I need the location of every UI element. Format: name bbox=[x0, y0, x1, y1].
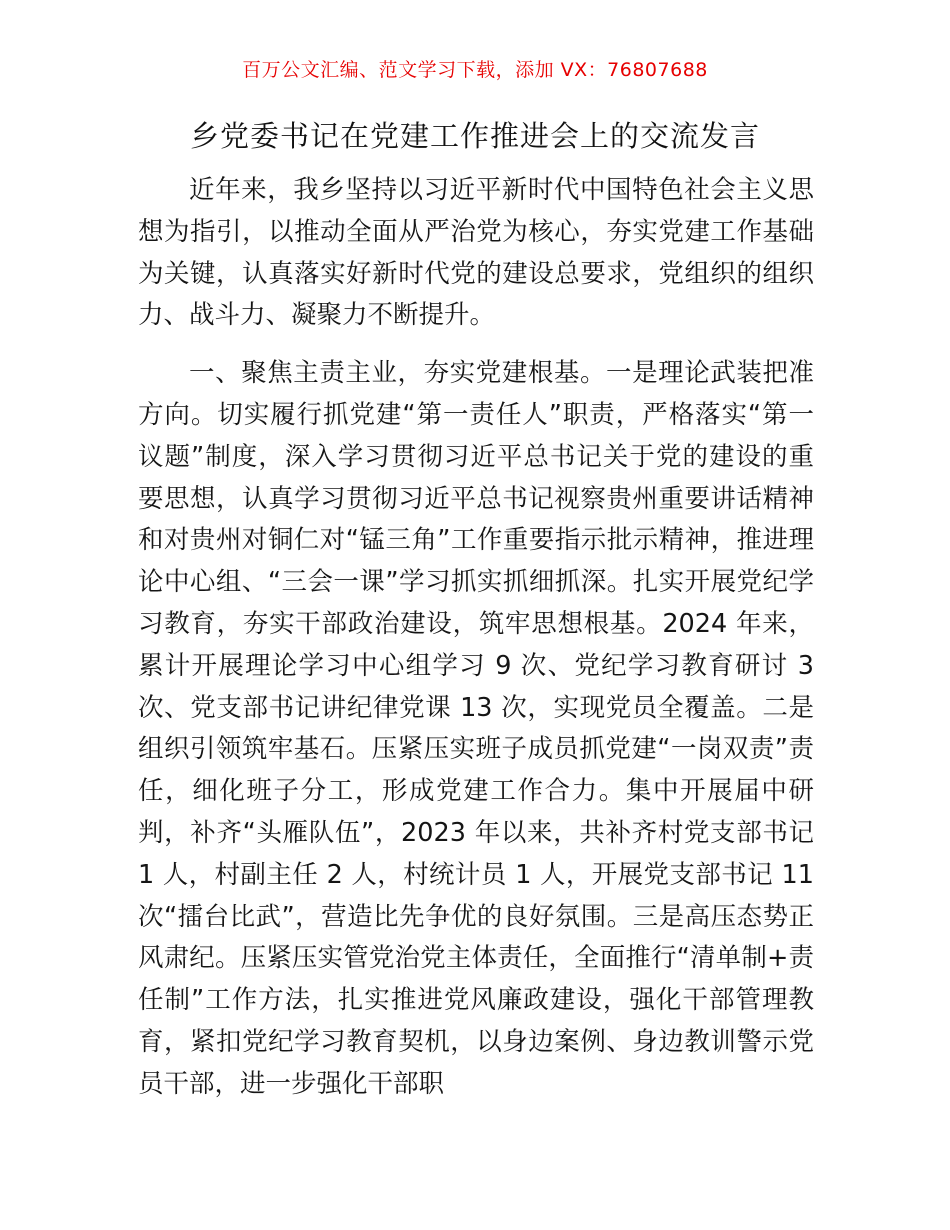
document-title: 乡党委书记在党建工作推进会上的交流发言 bbox=[189, 119, 760, 153]
paragraph-section-one: 一、聚焦主责主业，夯实党建根基。一是理论武装把准方向。切实履行抓党建“第一责任人”职责，严格落实“第一议题”制度，深入学习贯彻习近平总书记关于党的建设的重要思想，认真学习贯彻习近平总书记视察贵州重要讲话精神和对贵州对铜仁对“锰三角”工作重要指示批示精神，推进理论中心组、“三会一课”学习抓实抓细抓深。扎实开展党纪学习教育，夯实干部政治建设，筑牢思想根基。2024 年来，累计开展理论学习中心组学习 9 次、党纪学习教育研讨 3 次、党支部书记讲纪律党课 13 次，实现党员全覆盖。二是组织引领筑牢基石。压紧压实班子成员抓党建“一岗双责”责任，细化班子分工，形成党建工作合力。集中开展届中研判，补齐“头雁队伍”，2023 年以来，共补齐村党支部书记 1 人，村副主任 2 人，村统计员 1 人，开展党支部书记 11 次“擂台比武”，营造比先争优的良好氛围。三是高压态势正风肃纪。压紧压实管党治党主体责任，全面推行“清单制+责任制”工作方法，扎实推进党风廉政建设，强化干部管理教育，紧扣党纪学习教育契机，以身边案例、身边教训警示党员干部，进一步强化干部职 bbox=[138, 358, 814, 1099]
paragraph-intro: 近年来，我乡坚持以习近平新时代中国特色社会主义思想为指引，以推动全面从严治党为核心，夯实党建工作基础为关键，认真落实好新时代党的建设总要求，党组织的组织力、战斗力、凝聚力不断提升。 bbox=[138, 175, 814, 331]
header-contact-note: 百万公文汇编、范文学习下载，添加 VX：76807688 bbox=[242, 59, 708, 81]
document-body bbox=[138, 170, 814, 1106]
